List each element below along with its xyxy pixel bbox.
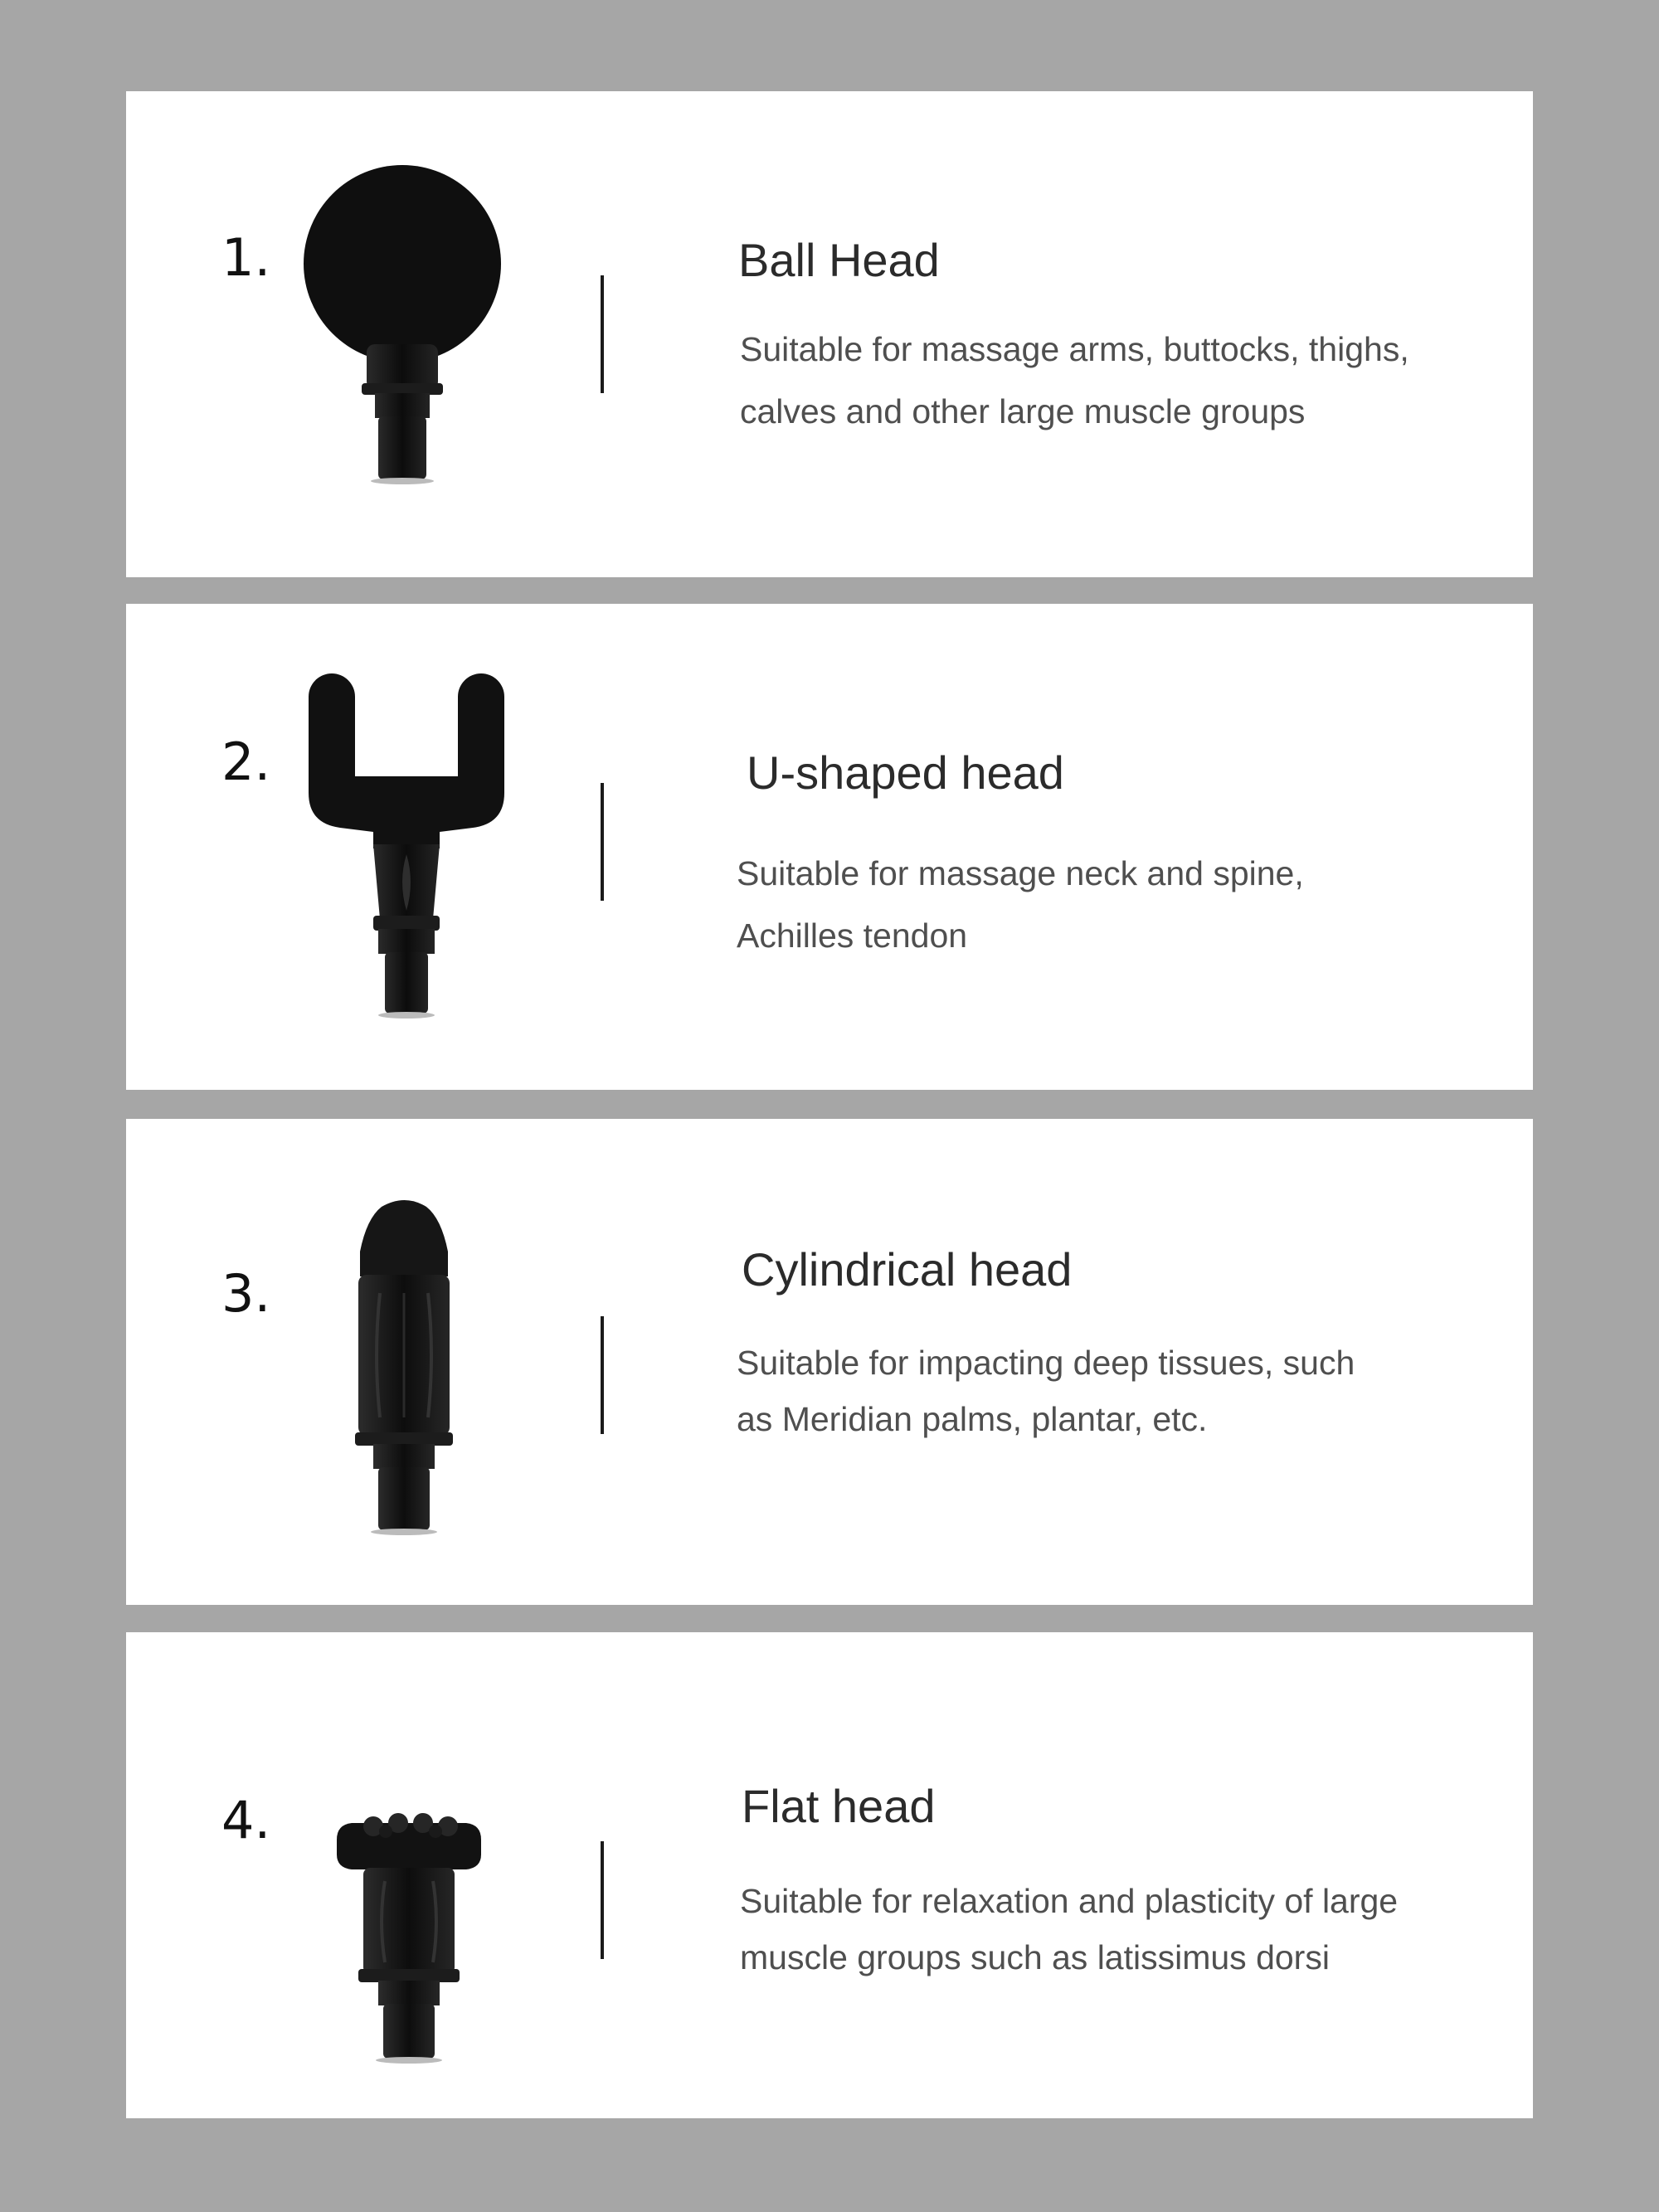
massage-head-card-flat xyxy=(126,1632,1533,2118)
item-title: U-shaped head xyxy=(747,746,1064,799)
massage-head-card-u-shaped xyxy=(126,604,1533,1090)
item-number: 4. xyxy=(221,1790,271,1850)
divider xyxy=(601,275,604,393)
item-title: Cylindrical head xyxy=(742,1243,1073,1296)
item-description: Suitable for impacting deep tissues, such as Meridian palms, plantar, etc. xyxy=(737,1344,1355,1438)
divider xyxy=(601,1841,604,1959)
massage-head-card-cylindrical xyxy=(126,1119,1533,1605)
u-shaped-head-icon xyxy=(282,670,531,1035)
item-title: Ball Head xyxy=(738,234,940,286)
item-description: Suitable for massage neck and spine, Achilles tendon xyxy=(737,854,1304,955)
divider xyxy=(601,1316,604,1434)
item-description: Suitable for massage arms, buttocks, thighs, calves and other large muscle groups xyxy=(740,330,1409,430)
item-title: Flat head xyxy=(742,1780,936,1832)
massage-head-card-ball xyxy=(126,91,1533,577)
item-number: 1. xyxy=(221,227,271,288)
item-description: Suitable for relaxation and plasticity of large muscle groups such as latissimus dorsi xyxy=(740,1882,1399,1976)
cylindrical-head-icon xyxy=(282,1185,531,1550)
item-number: 2. xyxy=(221,732,271,792)
flat-head-icon xyxy=(282,1699,531,2064)
item-number: 3. xyxy=(221,1263,271,1324)
divider xyxy=(601,783,604,901)
ball-head-icon xyxy=(282,158,531,523)
